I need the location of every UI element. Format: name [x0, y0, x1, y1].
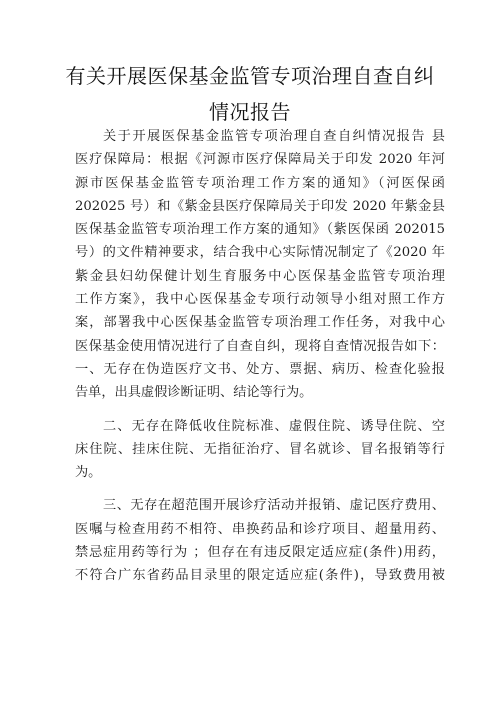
text-line: 工作方案》，我中心医保基金专项行动领导小组对照工作方 — [75, 292, 445, 308]
text-line: 关于开展医保基金监管专项治理自查自纠情况报告 县 — [103, 129, 445, 144]
paragraph — [75, 415, 445, 485]
document-title-line-2: 情况报告 — [209, 100, 291, 124]
paragraph-gap — [75, 405, 445, 415]
text-line: 禁忌症用药等行为 ；但存在有违反限定适应症(条件)用药， — [75, 545, 445, 561]
text-line: 三、无存在超范围开展诊疗活动并报销、虚记医疗费用、 — [103, 498, 445, 514]
paragraph — [75, 494, 445, 587]
text-line: 号）的文件精神要求，结合我中心实际情况制定了《2020 年 — [75, 245, 445, 261]
text-line: 告单，出具虚假诊断证明、结论等行为。 — [75, 385, 313, 401]
text-line: 医疗保障局：根据《河源市医疗保障局关于印发 2020 年河 — [75, 152, 445, 168]
text-line: 不符合广东省药品目录里的限定适应症(条件)，导致费用被 — [75, 568, 445, 584]
text-line: 医保基金监管专项治理工作方案的通知》（紫医保函 202015 — [75, 222, 445, 238]
text-line: 床住院、挂床住院、无指征治疗、冒名就诊、冒名报销等行 — [75, 441, 445, 457]
text-line: 二、无存在降低收住院标准、虚假住院、诱导住院、空 — [103, 418, 445, 434]
text-line: 案，部署我中心医保基金监管专项治理工作任务，对我中心 — [75, 315, 445, 331]
paragraph-gap — [75, 484, 445, 494]
text-line: 源市医保基金监管专项治理工作方案的通知》（河医保函 — [75, 175, 445, 191]
text-line: 紫金县妇幼保健计划生育服务中心医保基金监管专项治理 — [75, 268, 445, 284]
document-body — [75, 125, 445, 588]
text-line: 为。 — [75, 465, 102, 481]
document-title-line-1: 有关开展医保基金监管专项治理自查自纠 — [65, 64, 435, 88]
text-line: 医保基金使用情况进行了自查自纠，现将自查情况报告如下： — [75, 338, 445, 354]
text-line: 医嘱与检查用药不相符、串换药品和诊疗项目、超量用药、 — [75, 521, 445, 537]
text-line: 一、无存在伪造医疗文书、处方、票据、病历、检查化验报 — [75, 361, 445, 377]
paragraph — [75, 125, 445, 405]
text-line: 202025 号）和《紫金县医疗保障局关于印发 2020 年紫金县 — [75, 198, 445, 214]
